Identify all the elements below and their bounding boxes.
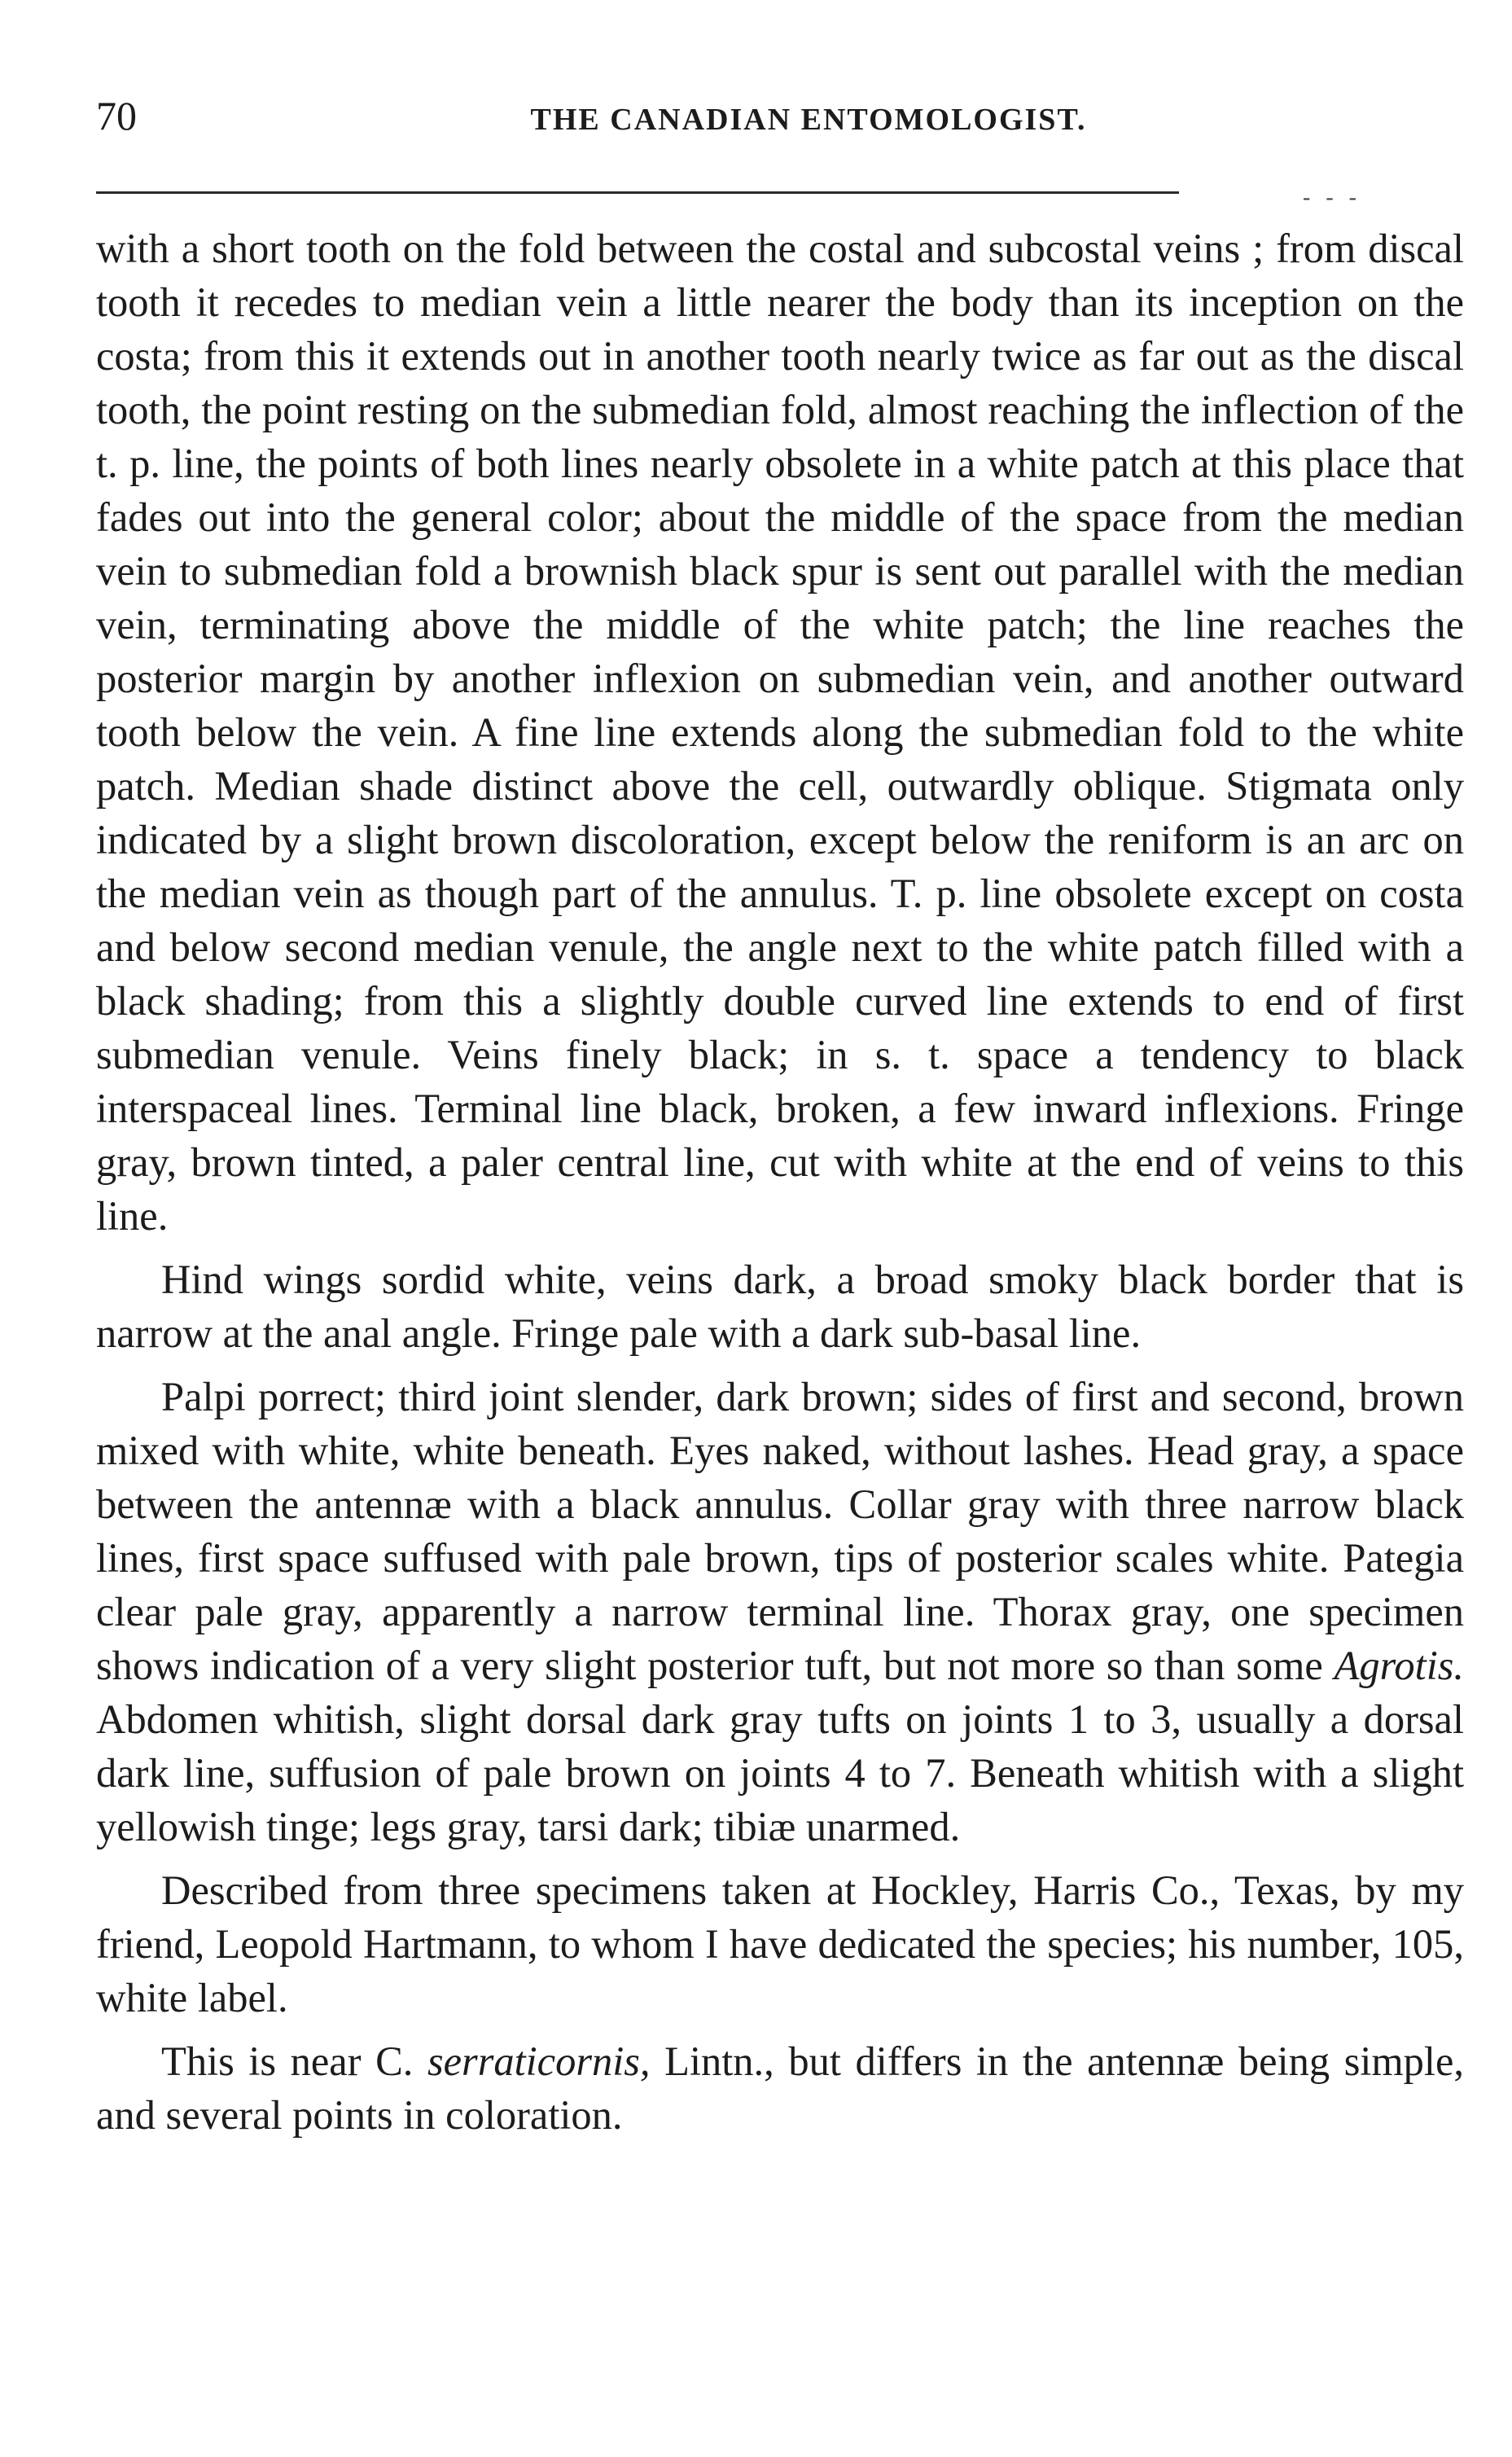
paragraph-text: Lintn., but differs in the antennæ being simple, and several points in coloration. <box>96 2038 1464 2138</box>
header-rule <box>96 191 1179 194</box>
paragraph-text: Described from three specimens taken at Hockley, Harris Co., Texas, by my friend, Leopold Hartmann, to whom I have dedicated the species; his number, 105, white label. <box>96 1867 1464 2020</box>
paragraph-text: This is near C. <box>161 2038 427 2084</box>
paragraph-text: Palpi porrect; third joint slender, dark brown; sides of first and second, brown mixed with white, white beneath. Eyes naked, without lashes. Head gray, a space between the antennæ with a black annulus. Collar gray with three narrow black lines, first space suffused with pale brown, tips of posterior scales white. Pategia clear pale gray, apparently a narrow terminal line. Thorax gray, one specimen shows indication of a very slight posterior tuft, but not more so than some <box>96 1374 1464 1688</box>
body-text <box>96 222 1464 2142</box>
header-rule-tail: - - - <box>1303 185 1361 210</box>
paragraph-text: Hind wings sordid white, veins dark, a broad smoky black border that is narrow at the anal angle. Fringe pale with a dark sub-basal line. <box>96 1257 1464 1356</box>
journal-title: THE CANADIAN ENTOMOLOGIST. <box>530 103 1087 137</box>
paragraph-hind-wings <box>96 1253 1464 1360</box>
running-head <box>96 91 1464 148</box>
paragraph-text: with a short tooth on the fold between the costal and subcostal veins ; from discal tooth it recedes to median vein a little nearer the body than its inception on the costa; from this it extends out in another tooth nearly twice as far out as the discal tooth, the point resting on the submedian fold, almost reaching the inflection of the t. p. line, the points of both lines nearly obsolete in a white patch at this place that fades out into the general color; about the middle of the space from the median vein to submedian fold a brownish black spur is sent out parallel with the median vein, terminating above the middle of the white patch; the line reaches the posterior margin by another inflexion on submedian vein, and another outward tooth below the vein. A fine line extends along the submedian fold to the white patch. Median shade distinct above the cell, outwardly oblique. Stigmata only indicated by a slight brown discoloration, except below the reniform is an arc on the median vein as though part of the annulus. T. p. line obsolete except on costa and below second median venule, the angle next to the white patch filled with a black shading; from this a slightly double curved line extends to end of first submedian venule. Veins finely black; in s. t. space a tendency to black interspaceal lines. Terminal line black, broken, a few inward inflexions. Fringe gray, brown tinted, a paler central line, cut with white at the end of veins to this line. <box>96 226 1464 1239</box>
paragraph-specimens <box>96 1863 1464 2025</box>
paragraph-text: Abdomen whitish, slight dorsal dark gray tufts on joints 1 to 3, usually a dorsal dark line, suffusion of pale brown on joints 4 to 7. Beneath whitish with a slight yellowish tinge; legs gray, tarsi dark; tibiæ unarmed. <box>96 1696 1464 1849</box>
paragraph-body-description <box>96 1370 1464 1854</box>
italic-species-name: serraticornis, <box>427 2038 651 2084</box>
paragraph-comparison <box>96 2034 1464 2142</box>
page-number: 70 <box>96 93 137 138</box>
paragraph-forewing-continued <box>96 222 1464 1243</box>
italic-genus-name: Agrotis. <box>1334 1643 1464 1688</box>
